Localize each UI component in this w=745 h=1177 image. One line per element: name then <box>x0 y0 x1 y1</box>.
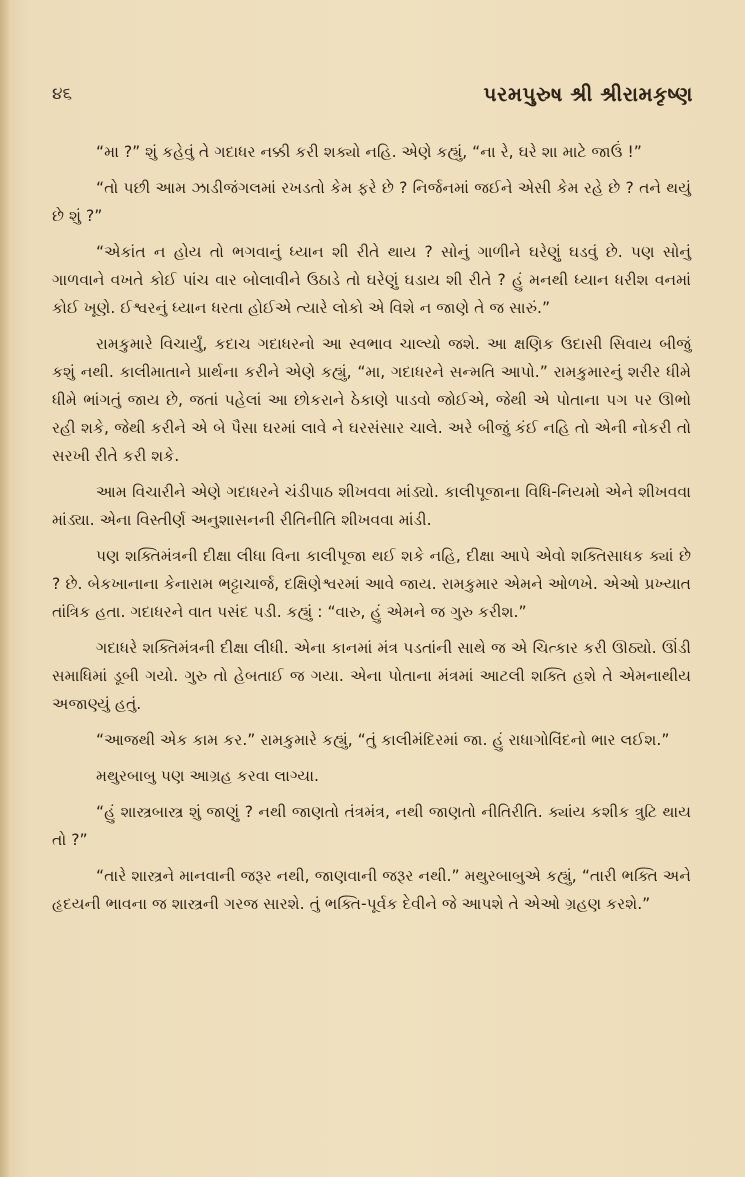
paragraph: “તારે શાસ્ત્રને માનવાની જરૂર નથી, જાણવાની જરૂર નથી.” મથુરબાબુએ કહ્યું, “તારી ભક્તિ અને હૃદયની ભાવના જ શાસ્ત્રની ગરજ સારશે. તું ભક્તિ-પૂર્વક દેવીને જે આપશે તે એઓ ગ્રહણ કરશે.” <box>52 867 691 913</box>
body-text <box>52 138 691 926</box>
paragraph: “હું શાસ્ત્રબાસ્ત્ર શું જાણું ? નથી જાણતો તંત્રમંત્ર, નથી જાણતો નીતિરીતિ. ક્યાંય કશીક ત્રુટિ થાય તો ?” <box>52 803 691 849</box>
paragraph: “એકાંત ન હોય તો ભગવાનું ધ્યાન શી રીતે થાય ? સોનું ગાળીને ઘરેણું ઘડવું છે. પણ સોનું ગાળવાને વખતે કોઈ પાંચ વાર બોલાવીને ઉઠાડે તો ઘરેણું ઘડાય શી રીતે ? હું મનથી ધ્યાન ધરીશ વનમાં કોઈ ખૂણે. ઈશ્વરનું ધ્યાન ધરતા હોઈએ ત્યારે લોકો એ વિશે ન જાણે તે જ સારું.” <box>52 243 691 317</box>
page-number: ૪૬ <box>52 84 73 104</box>
paragraph: આમ વિચારીને એણે ગદાધરને ચંડીપાઠ શીખવવા માંડ્યો. કાલીપૂજાના વિધિ-નિયમો એને શીખવવા માંડ્યા. એના વિસ્તીર્ણ અનુશાસનની રીતિનીતિ શીખવવા માંડી. <box>52 483 691 529</box>
paragraph: “આજથી એક કામ કર.” રામકુમારે કહ્યું, “તું કાલીમંદિરમાં જા. હું રાધાગોવિંદનો ભાર લઈશ.” <box>96 731 670 749</box>
paragraph: રામકુમારે વિચાર્યું, કદાચ ગદાધરનો આ સ્વભાવ ચાલ્યો જશે. આ ક્ષણિક ઉદાસી સિવાય બીજું કશું નથી. કાલીમાતાને પ્રાર્થના કરીને એણે કહ્યું, “મા, ગદાધરને સન્મતિ આપો.” રામકુમારનું શરીર ધીમે ધીમે ભાંગતું જાય છે, જતાં પહેલાં આ છોકરાને ઠેકાણે પાડવો જોઈએ, જેથી એ પોતાના પગ પર ઊભો રહી શકે, જેથી કરીને એ બે પૈસા ઘરમાં લાવે ને ઘરસંસાર ચાલે. અરે બીજું કંઈ નહિ તો એની નોકરી તો સરખી રીતે કરી શકે. <box>52 335 691 465</box>
paragraph: “તો પછી આમ ઝાડીજંગલમાં રખડતો કેમ ફરે છે ? નિર્જનમાં જઈને એસી કેમ રહે છે ? તને થયું છે શું ?” <box>52 179 691 225</box>
running-head: પરમપુરુષ શ્રી શ્રીરામકૃષ્ણ <box>483 82 693 106</box>
paragraph: મથુરબાબુ પણ આગ્રહ કરવા લાગ્યા. <box>96 767 319 785</box>
paragraph: ગદાધરે શક્તિમંત્રની દીક્ષા લીધી. એના કાનમાં મંત્ર પડતાંની સાથે જ એ ચિત્કાર કરી ઊઠ્યો. ઊંડી સમાધિમાં ડૂબી ગયો. ગુરુ તો હેબતાઈ જ ગયા. એના પોતાના મંત્રમાં આટલી શક્તિ હશે તે એમનાથીય અજાણ્યું હતું. <box>52 639 691 713</box>
paragraph: પણ શક્તિમંત્રની દીક્ષા લીધા વિના કાલીપૂજા થઈ શકે નહિ, દીક્ષા આપે એવો શક્તિસાધક ક્યાં છે ? છે. બેકખાનાના કેનારામ ભટ્ટાચાર્જ, દક્ષિણેશ્વરમાં આવે જાય. રામકુમાર એમને ઓળખે. એઓ પ્રખ્યાત તાંત્રિક હતા. ગદાધરને વાત પસંદ પડી. કહ્યું : “વારુ, હું એમને જ ગુરુ કરીશ.” <box>52 547 691 621</box>
paragraph: “મા ?” શું કહેવું તે ગદાધર નક્કી કરી શક્યો નહિ. એણે કહ્યું, “ના રે, ઘરે શા માટે જાઉં !” <box>96 143 642 161</box>
page-spine-shadow <box>0 0 10 1177</box>
